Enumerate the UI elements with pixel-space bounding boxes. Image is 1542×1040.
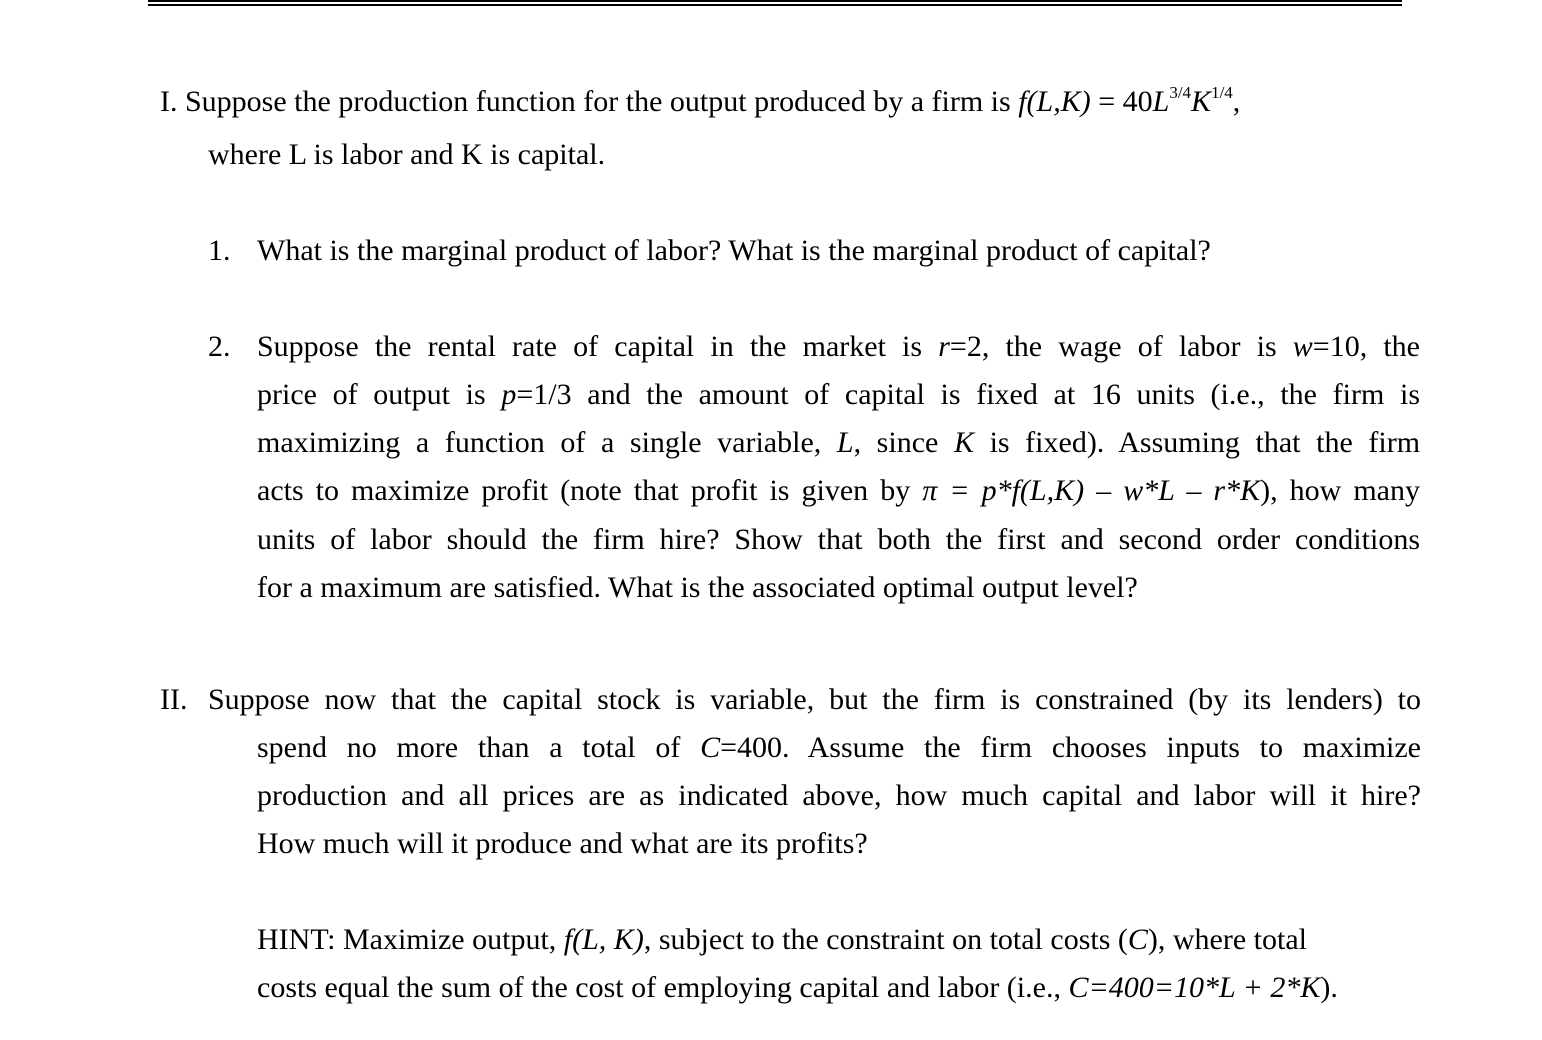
cost-formula: C=400=10*L + 2*K — [1068, 971, 1321, 1004]
q2-line1: Suppose the rental rate of capital in the market is r=2, the wage of labor is w=10, the — [257, 330, 1420, 363]
q2-line4: acts to maximize profit (note that profit is given by π = p*f(L,K) – w*L – r*K), how many — [257, 474, 1420, 507]
part2-label: II. — [160, 683, 188, 716]
q1-number: 1. — [208, 234, 231, 267]
part2-line2: spend no more than a total of C=400. Assume the firm chooses inputs to maximize — [257, 731, 1421, 764]
part2-line1: Suppose now that the capital stock is variable, but the firm is constrained (by its lenders) to — [208, 683, 1421, 716]
q2-line6: for a maximum are satisfied. What is the associated optimal output level? — [257, 571, 1138, 604]
part2-line3: production and all prices are as indicated above, how much capital and labor will it hire? — [257, 779, 1421, 812]
part1-line2: where L is labor and K is capital. — [208, 138, 606, 171]
part1-label: I. — [160, 85, 178, 118]
top-rule-second — [148, 4, 1402, 6]
part2-line4: How much will it produce and what are its profits? — [257, 827, 868, 860]
q2-number: 2. — [208, 330, 231, 363]
hint-line2: costs equal the sum of the cost of employing capital and labor (i.e., C=400=10*L + 2*K). — [257, 971, 1338, 1004]
production-function: $f(L,K) = 40L^{3/4}K^{1/4}$, — [1018, 83, 1241, 118]
profit-formula: π = p*f(L,K) – w*L – r*K — [922, 474, 1261, 507]
part1-intro — [160, 84, 1240, 124]
q1-text: What is the marginal product of labor? What is the marginal product of capital? — [257, 234, 1211, 267]
hint-line1: HINT: Maximize output, f(L, K), subject to the constraint on total costs (C), where total — [257, 923, 1308, 956]
q2-line2: price of output is p=1/3 and the amount of capital is fixed at 16 units (i.e., the firm is — [257, 378, 1421, 411]
part1-intro-text: Suppose the production function for the output produced by a firm is — [185, 85, 1011, 118]
top-rule — [148, 0, 1402, 2]
q2-line3: maximizing a function of a single variable, L, since K is fixed). Assuming that the firm — [257, 426, 1421, 459]
q2-line5: units of labor should the firm hire? Show that both the first and second order conditions — [257, 523, 1420, 556]
